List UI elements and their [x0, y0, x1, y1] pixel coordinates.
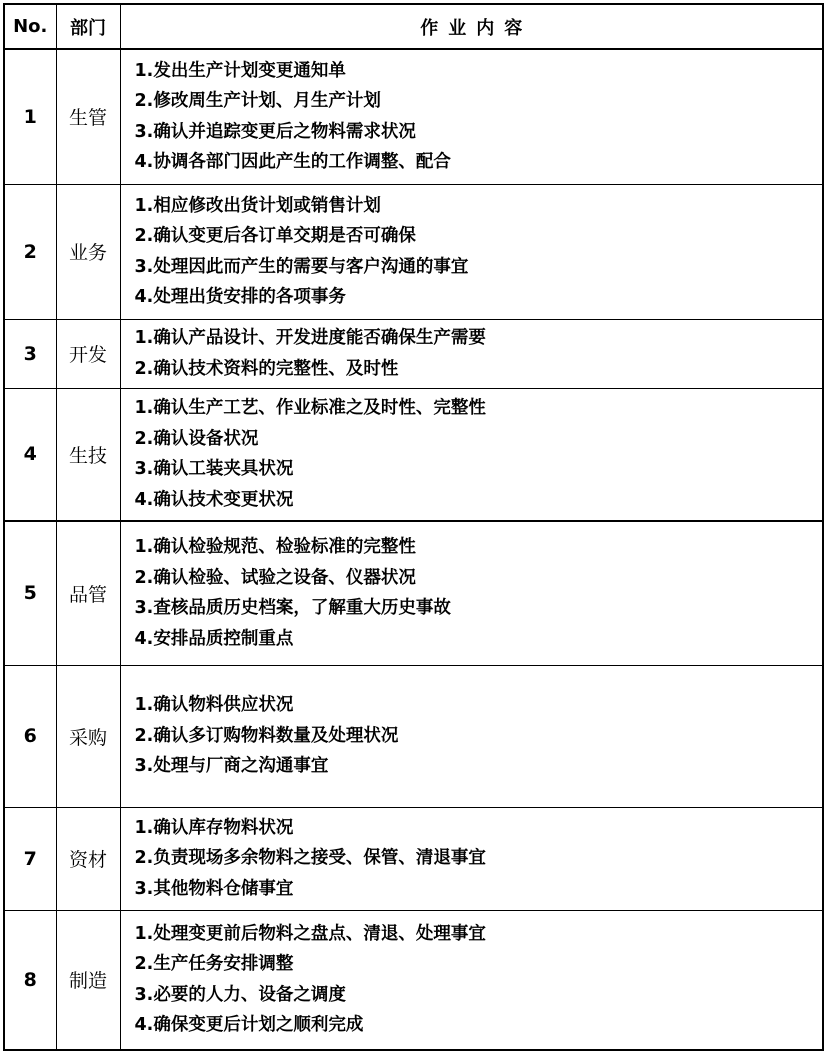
- row-number: 8: [4, 910, 56, 1050]
- row-department: 资材: [56, 807, 120, 910]
- table-row: [4, 388, 823, 521]
- table-row: [4, 665, 823, 807]
- row-department: 制造: [56, 910, 120, 1050]
- row-tasks: [120, 319, 823, 388]
- row-tasks: [120, 665, 823, 807]
- row-number: 6: [4, 665, 56, 807]
- task-item: 3.确认工装夹具状况: [134, 459, 294, 480]
- row-tasks: [120, 910, 823, 1050]
- row-tasks: [120, 184, 823, 319]
- row-tasks: [120, 521, 823, 665]
- task-item: 3.处理与厂商之沟通事宜: [134, 756, 329, 777]
- task-item: 2.生产任务安排调整: [134, 954, 294, 975]
- row-department: 开发: [56, 319, 120, 388]
- row-number: 1: [4, 49, 56, 184]
- task-item: 2.确认设备状况: [134, 428, 259, 449]
- task-item: 1.相应修改出货计划或销售计划: [134, 195, 381, 216]
- task-table-container: [3, 3, 822, 1051]
- task-item: 3.处理因此而产生的需要与客户沟通的事宜: [134, 256, 469, 277]
- row-department: 业务: [56, 184, 120, 319]
- row-department: 生管: [56, 49, 120, 184]
- row-department: 品管: [56, 521, 120, 665]
- task-item: 3.查核品质历史档案，了解重大历史事故: [134, 598, 451, 619]
- task-item: 4.处理出货安排的各项事务: [134, 287, 346, 307]
- department-task-table: [3, 3, 824, 1051]
- task-item: 1.确认库存物料状况: [134, 817, 294, 838]
- row-tasks: [120, 388, 823, 521]
- task-item: 3.其他物料仓储事宜: [134, 878, 294, 899]
- table-row: [4, 910, 823, 1050]
- table-row: [4, 184, 823, 319]
- row-tasks: [120, 807, 823, 910]
- row-number: 4: [4, 388, 56, 521]
- task-item: 1.确认产品设计、开发进度能否确保生产需要: [134, 328, 486, 348]
- task-item: 1.确认物料供应状况: [134, 695, 294, 716]
- task-item: 3.确认并追踪变更后之物料需求状况: [134, 121, 416, 142]
- header-no: No.: [4, 4, 56, 49]
- task-item: 1.确认生产工艺、作业标准之及时性、完整性: [134, 398, 486, 419]
- row-number: 5: [4, 521, 56, 665]
- task-item: 1.发出生产计划变更通知单: [134, 60, 346, 81]
- task-item: 2.确认检验、试验之设备、仪器状况: [134, 567, 416, 588]
- task-item: 4.确认技术变更状况: [134, 489, 294, 510]
- table-row: [4, 49, 823, 184]
- row-number: 3: [4, 319, 56, 388]
- task-item: 2.确认变更后各订单交期是否可确保: [134, 226, 416, 246]
- task-item: 4.协调各部门因此产生的工作调整、配合: [134, 152, 451, 173]
- task-item: 3.必要的人力、设备之调度: [134, 984, 346, 1005]
- task-item: 2.确认技术资料的完整性、及时性: [134, 358, 399, 379]
- row-tasks: [120, 49, 823, 184]
- table-row: [4, 521, 823, 665]
- task-item: 2.修改周生产计划、月生产计划: [134, 91, 381, 112]
- task-item: 4.确保变更后计划之顺利完成: [134, 1015, 364, 1036]
- header-content: 作业内容: [120, 4, 823, 49]
- row-department: 采购: [56, 665, 120, 807]
- task-item: 4.安排品质控制重点: [134, 628, 294, 649]
- task-item: 1.确认检验规范、检验标准的完整性: [134, 537, 416, 558]
- header-row: [4, 4, 823, 49]
- row-number: 2: [4, 184, 56, 319]
- table-row: [4, 807, 823, 910]
- task-item: 2.确认多订购物料数量及处理状况: [134, 725, 399, 746]
- header-dept: 部门: [56, 4, 120, 49]
- task-item: 1.处理变更前后物料之盘点、清退、处理事宜: [134, 923, 486, 944]
- task-item: 2.负责现场多余物料之接受、保管、清退事宜: [134, 848, 486, 869]
- row-department: 生技: [56, 388, 120, 521]
- row-number: 7: [4, 807, 56, 910]
- table-row: [4, 319, 823, 388]
